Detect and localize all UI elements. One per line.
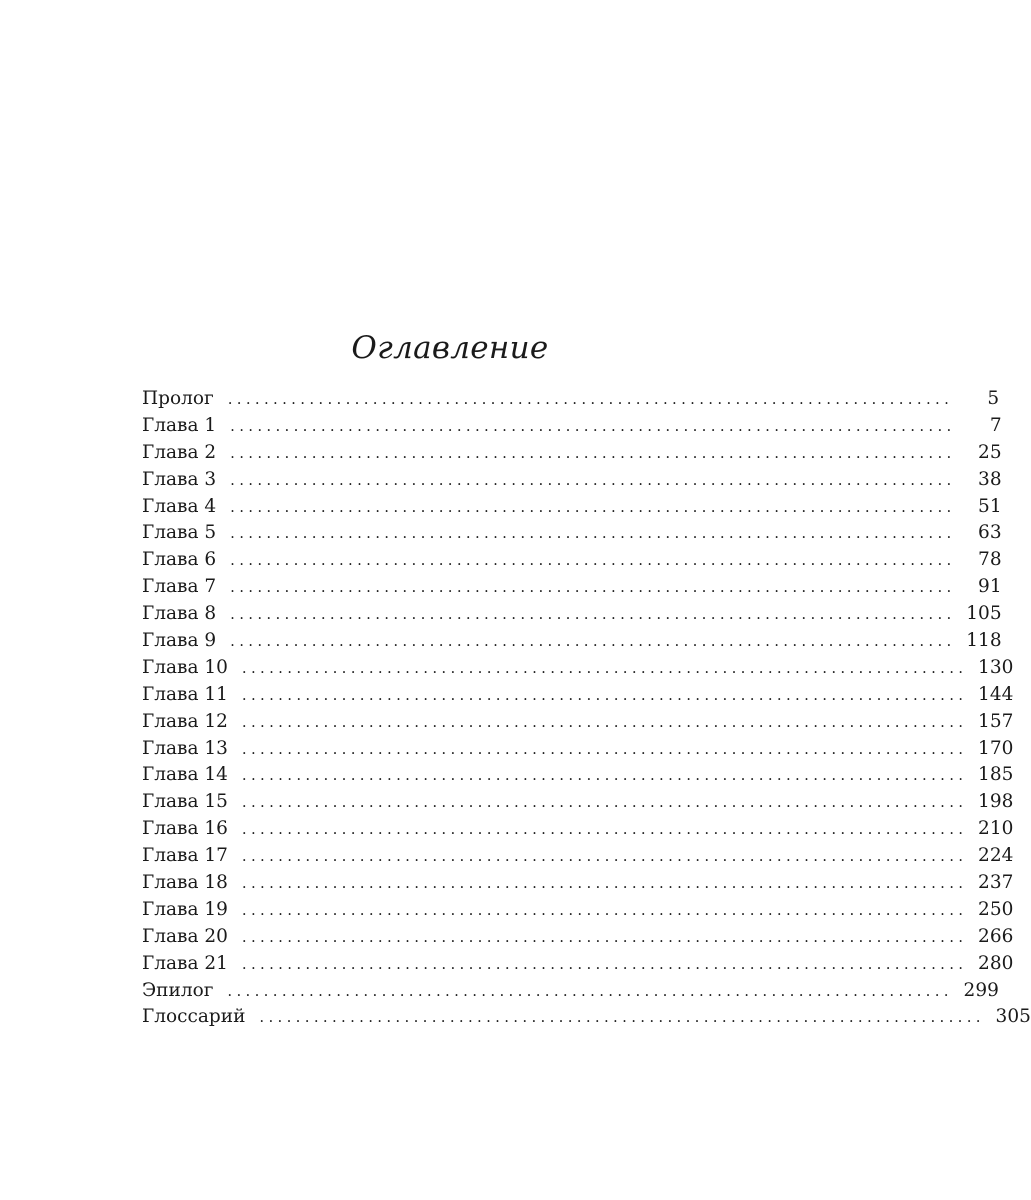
toc-dot-leader: ................................................................................: [227, 390, 954, 408]
toc-entry-page: 130: [978, 656, 1014, 678]
toc-entry-page: 51: [978, 495, 1002, 517]
toc-entry: [142, 951, 1014, 978]
toc-entry-label: Глава 5: [142, 522, 217, 544]
toc-entry-label: Глава 3: [142, 468, 217, 490]
toc-entry: [142, 843, 1014, 870]
toc-entry-page: 224: [978, 845, 1014, 867]
toc-dot-leader: ................................................................................: [230, 551, 956, 570]
toc-entry-label: Глава 13: [142, 737, 228, 759]
toc-dot-leader: ................................................................................: [241, 874, 968, 893]
toc-entry-label: Глоссарий: [142, 1006, 246, 1028]
toc-entry: [142, 870, 1014, 897]
toc-entry: [142, 628, 1002, 655]
toc-entry-page: 118: [966, 630, 1002, 652]
toc-dot-leader: ................................................................................: [241, 820, 968, 839]
toc-dot-leader: ................................................................................: [227, 981, 953, 1000]
toc-entry-label: Глава 7: [142, 576, 217, 598]
toc-dot-leader: ................................................................................: [230, 470, 956, 489]
toc-entry: [142, 816, 1014, 843]
toc-entry-label: Глава 16: [142, 818, 228, 840]
toc-entry-page: 305: [995, 1006, 1031, 1028]
toc-entry: [142, 1004, 1031, 1031]
toc-dot-leader: ................................................................................: [241, 927, 968, 946]
toc-entry-page: 250: [978, 898, 1014, 920]
toc-entry: [142, 494, 1002, 521]
toc-entry-label: Пролог: [142, 388, 214, 409]
toc-entry-label: Глава 19: [142, 898, 228, 920]
toc-entry: [142, 789, 1014, 816]
toc-dot-leader: ................................................................................: [230, 632, 956, 651]
toc-entry-page: 280: [978, 952, 1014, 974]
toc-dot-leader: ................................................................................: [241, 954, 968, 973]
toc-entry-page: 105: [966, 603, 1002, 625]
toc-entry: [142, 897, 1014, 924]
toc-dot-leader: ................................................................................: [230, 524, 956, 543]
toc-entry-label: Глава 4: [142, 495, 217, 517]
toc-entry-page: 237: [978, 872, 1014, 894]
toc-entry-label: Глава 15: [142, 791, 228, 813]
toc-entry: [142, 762, 1014, 789]
toc-entry-label: Глава 17: [142, 845, 228, 867]
toc-entry-label: Глава 21: [142, 952, 228, 974]
toc-dot-leader: ................................................................................: [259, 1008, 985, 1027]
toc-entry-label: Глава 1: [142, 414, 217, 436]
toc-entry: [142, 655, 1014, 682]
toc-entry-page: 198: [978, 791, 1014, 813]
toc-entry-label: Глава 2: [142, 441, 217, 463]
toc-dot-leader: ................................................................................: [230, 605, 956, 624]
toc-dot-leader: ................................................................................: [230, 497, 956, 516]
toc-entry-label: Глава 10: [142, 656, 228, 678]
toc-entry: [142, 547, 1002, 574]
toc-dot-leader: ................................................................................: [241, 685, 968, 704]
toc-entry: [142, 386, 1000, 413]
toc-entry: [142, 467, 1002, 494]
toc-entry: [142, 978, 999, 1005]
toc-title: Оглавление: [351, 330, 549, 366]
toc-entry: [142, 413, 1002, 440]
toc-entry-page: 25: [978, 441, 1002, 463]
toc-entry-label: Глава 14: [142, 764, 228, 786]
toc-dot-leader: ................................................................................: [230, 578, 956, 597]
toc-entry-label: Глава 11: [142, 683, 228, 705]
toc-entry-label: Глава 18: [142, 872, 228, 894]
toc-entry-page: 157: [978, 710, 1014, 732]
toc-entry: [142, 924, 1014, 951]
toc-entry-page: 144: [978, 683, 1014, 705]
toc-entry-page: 7: [989, 414, 1002, 436]
toc-entry: [142, 601, 1002, 628]
toc-entry-page: 266: [978, 925, 1014, 947]
toc-entry-page: 91: [978, 576, 1002, 598]
toc-entry-label: Глава 6: [142, 549, 217, 571]
toc-entry: [142, 520, 1002, 547]
toc-dot-leader: ................................................................................: [241, 847, 968, 866]
toc-dot-leader: ................................................................................: [241, 766, 968, 785]
toc-entry-page: 299: [963, 979, 999, 1001]
toc-dot-leader: ................................................................................: [241, 712, 968, 731]
toc-entry-label: Глава 12: [142, 710, 228, 732]
toc-entry: [142, 440, 1002, 467]
toc-entry-page: 170: [978, 737, 1014, 759]
toc-entry: [142, 736, 1014, 763]
toc-entry-label: Глава 8: [142, 603, 217, 625]
toc-entry-label: Эпилог: [142, 979, 214, 1001]
toc-dot-leader: ................................................................................: [230, 416, 956, 435]
toc-dot-leader: ................................................................................: [230, 443, 956, 462]
toc-entry-page: 78: [978, 549, 1002, 571]
toc-entry-label: Глава 20: [142, 925, 228, 947]
toc-entry-page: 38: [978, 468, 1002, 490]
toc-entry-page: 185: [978, 764, 1014, 786]
toc-dot-leader: ................................................................................: [241, 658, 968, 677]
toc-dot-leader: ................................................................................: [241, 793, 968, 812]
toc-entry: [142, 574, 1002, 601]
toc-list: [142, 386, 1031, 1031]
toc-dot-leader: ................................................................................: [241, 900, 968, 919]
toc-entry: [142, 682, 1014, 709]
toc-entry-page: 210: [978, 818, 1014, 840]
toc-entry-page: 63: [978, 522, 1002, 544]
toc-entry-label: Глава 9: [142, 630, 217, 652]
toc-entry: [142, 709, 1014, 736]
toc-dot-leader: ................................................................................: [241, 739, 968, 758]
toc-entry-page: 5: [987, 388, 1000, 409]
